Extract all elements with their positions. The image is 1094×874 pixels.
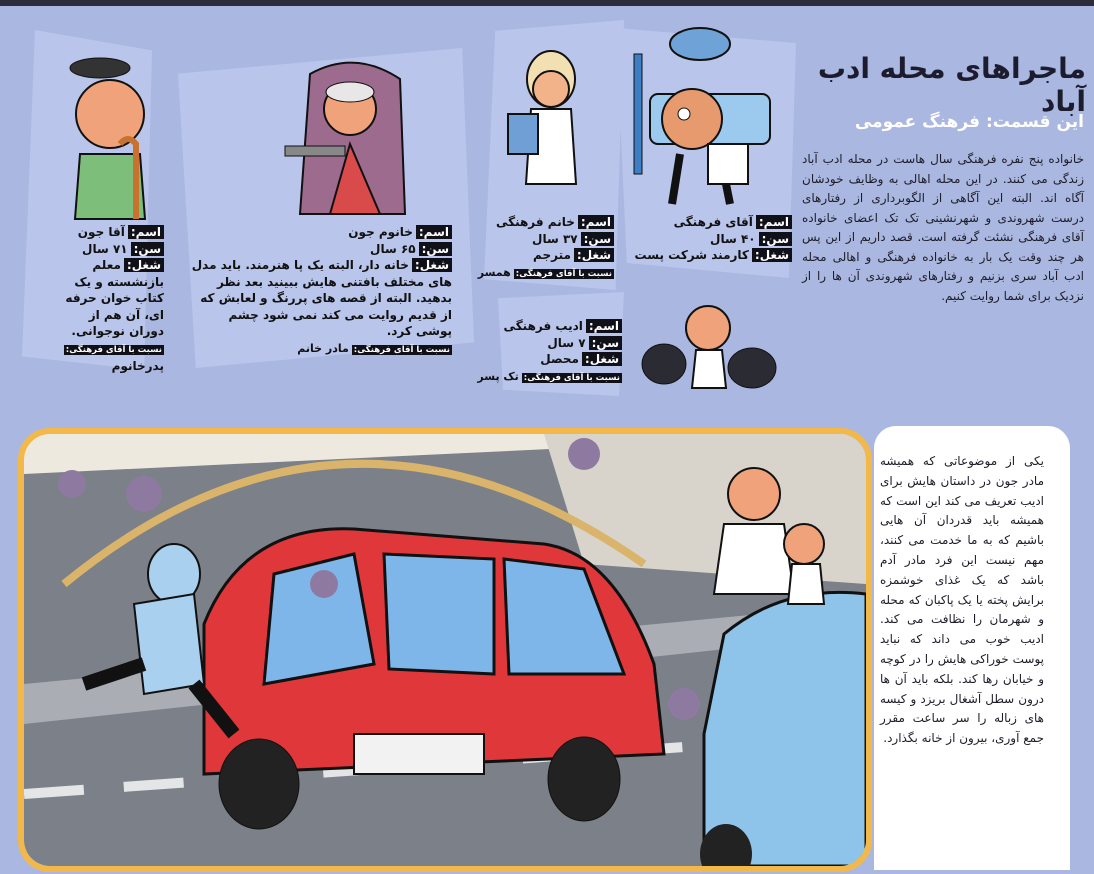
khanom-farhangi-illustration [496,34,596,204]
character-age: ۷ سال [547,335,586,350]
character-name: خانوم جون [348,225,413,239]
character-name: ادیب فرهنگی [503,319,583,333]
relation-label: نسبت با آقای فرهنگی: [515,268,612,279]
relation-label: نسبت با آقای فرهنگی: [65,344,162,355]
name-label: اسم: [416,225,452,239]
character-relation: مادر خانم [297,341,349,355]
character-relation: همسر [477,265,511,279]
comic-scene [24,434,866,866]
job-label: شغل: [124,258,164,272]
card-adib [477,318,622,386]
age-label: سن: [131,242,164,256]
character-job: کارمند شرکت پست [634,248,749,262]
character-name: آقا جون [77,225,125,239]
name-label: اسم: [578,215,614,229]
character-relation: پدرخانوم [111,359,164,373]
relation-label: نسبت با آقای فرهنگی: [523,372,620,383]
card-khanom-joon [190,224,452,358]
character-job: مترجم [533,248,571,262]
intro-paragraph: خانواده پنج نفره فرهنگی سال هاست در محله ادب آباد زندگی می کنند. در این محله اهالی به وظایف خودشان آگاه اند. البته این آگاهی از الگوبرداری از رفتارهای درست شهروندی و شهرنشینی تک تک اعضای خانواده آقای فرهنگی نشئت گرفته است. قصد داریم از این پس هر چند وقت یک بار به خانواده فرهنگی و اهالی محله ادب آباد سری بزنیم و رفتارهای شهروندی آن ها را از نزدیک برای شما روایت کنیم. [802,152,1084,303]
character-job: خانه دار، البته یک پا هنرمند. باید مدل های مختلف بافتنی هایش ببینید بعد نظر بدهید. البته از قصه های پررنگ و لعابش که از قدیم روایت می کند نمی شود چشم پوشی کرد. [191,258,452,338]
relation-label: نسبت با آقای فرهنگی: [353,344,450,355]
adib-illustration [640,298,780,392]
name-label: اسم: [586,319,622,333]
character-job: معلم بازنشسته و یک کتاب خوان حرفه ای، آن هم از دوران نوجوانی. [65,258,164,338]
job-label: شغل: [752,248,792,262]
character-age: ۷۱ سال [82,241,128,256]
character-name: آقای فرهنگی [673,215,753,229]
name-label: اسم: [128,225,164,239]
character-age: ۴۰ سال [710,231,756,246]
card-khanom-farhangi [477,214,614,282]
age-label: سن: [759,232,792,246]
character-job: محصل [540,352,579,366]
khanom-joon-illustration [280,54,430,224]
character-age: ۶۵ سال [370,241,416,256]
agha-joon-illustration [40,44,170,224]
age-label: سن: [589,336,622,350]
aghaye-farhangi-illustration [620,14,790,214]
character-name: خانم فرهنگی [495,215,575,229]
character-relation: تک پسر [477,369,519,383]
name-label: اسم: [756,215,792,229]
age-label: سن: [581,232,614,246]
job-label: شغل: [574,248,614,262]
top-bar [0,0,1094,6]
card-aghaye-farhangi [634,214,792,264]
card-agha-joon [58,224,164,375]
page-title: ماجراهای محله ادب آباد [817,52,1086,118]
age-label: سن: [419,242,452,256]
page-subtitle: این قسمت: فرهنگ عمومی [854,112,1084,132]
comic-panel [18,428,872,872]
job-label: شغل: [412,258,452,272]
character-age: ۳۷ سال [532,231,578,246]
job-label: شغل: [582,352,622,366]
story-text: یکی از موضوعاتی که همیشه مادر جون در داستان هایش برای ادیب تعریف می کند این است که همیشه باید قدردان آن هایی باشیم که به ما خدمت می کنند، مهم نیست این فرد مادر آدم باشد که یک غذای خوشمزه برایش پخته یا یک پاکبان که محله و شهرمان را نظافت می کند. ادیب خوب می داند که نباید پوست خوراکی هایش را در کوچه و خیابان رها کند. بلکه باید آن ها درون سطل آشغال بریزد و کیسه های زباله را سر ساعت مقرر جمع آوری، بیرون از خانه بگذارد. [880,454,1044,746]
